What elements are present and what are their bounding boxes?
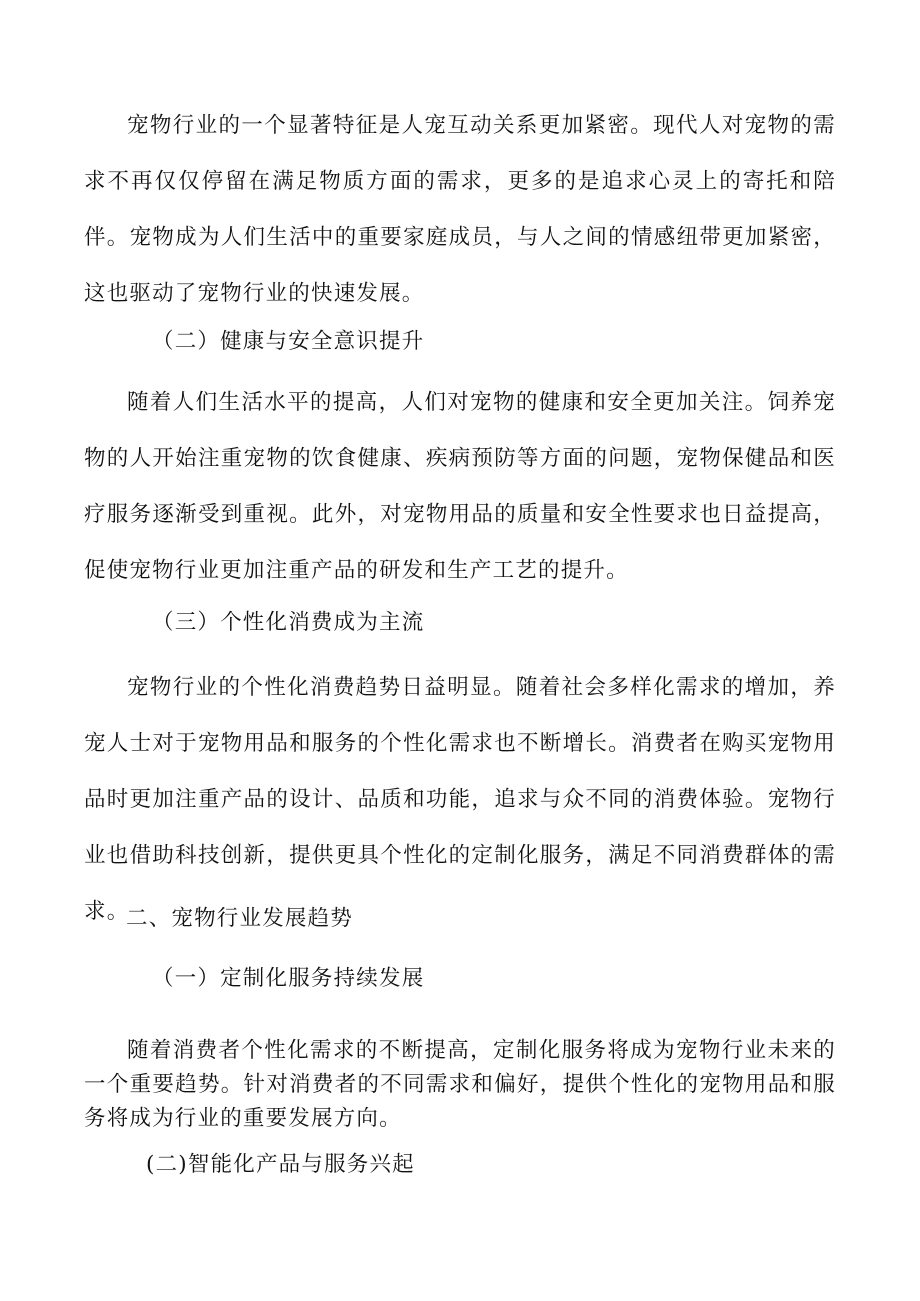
paragraph-custom-services: 随着消费者个性化需求的不断提高，定制化服务将成为宠物行业未来的一个重要趋势。针对消费者的不同需求和偏好，提供个性化的宠物用品和服务将成为行业的重要发展方向。 (84, 1038, 836, 1131)
section-title-industry-trends: 二、宠物行业发展趋势 (126, 906, 354, 931)
paragraph-personalized-consumption: 宠物行业的个性化消费趋势日益明显。随着社会多样化需求的增加，养宠人士对于宠物用品和服务的个性化需求也不断增长。消费者在购买宠物用品时更加注重产品的设计、品质和功能，追求与众不同的消费体验。宠物行业也借助科技创新，提供更具个性化的定制化服务，满足不同消费群体的需求。 (84, 675, 836, 924)
heading-smart-products: (二)智能化产品与服务兴起 (146, 1152, 415, 1177)
paragraph-health-safety: 随着人们生活水平的提高，人们对宠物的健康和安全更加关注。饲养宠物的人开始注重宠物的饮食健康、疾病预防等方面的问题，宠物保健品和医疗服务逐渐受到重视。此外，对宠物用品的质量和安全性要求也日益提高，促使宠物行业更加注重产品的研发和生产工艺的提升。 (84, 390, 836, 583)
paragraph-pet-interaction: 宠物行业的一个显著特征是人宠互动关系更加紧密。现代人对宠物的需求不再仅仅停留在满足物质方面的需求，更多的是追求心灵上的寄托和陪伴。宠物成为人们生活中的重要家庭成员，与人之间的情感纽带更加紧密，这也驱动了宠物行业的快速发展。 (84, 113, 836, 306)
heading-personalized-consumption: （三）个性化消费成为主流 (152, 610, 425, 635)
heading-custom-services: （一）定制化服务持续发展 (152, 966, 425, 991)
heading-health-safety: （二）健康与安全意识提升 (152, 329, 425, 354)
